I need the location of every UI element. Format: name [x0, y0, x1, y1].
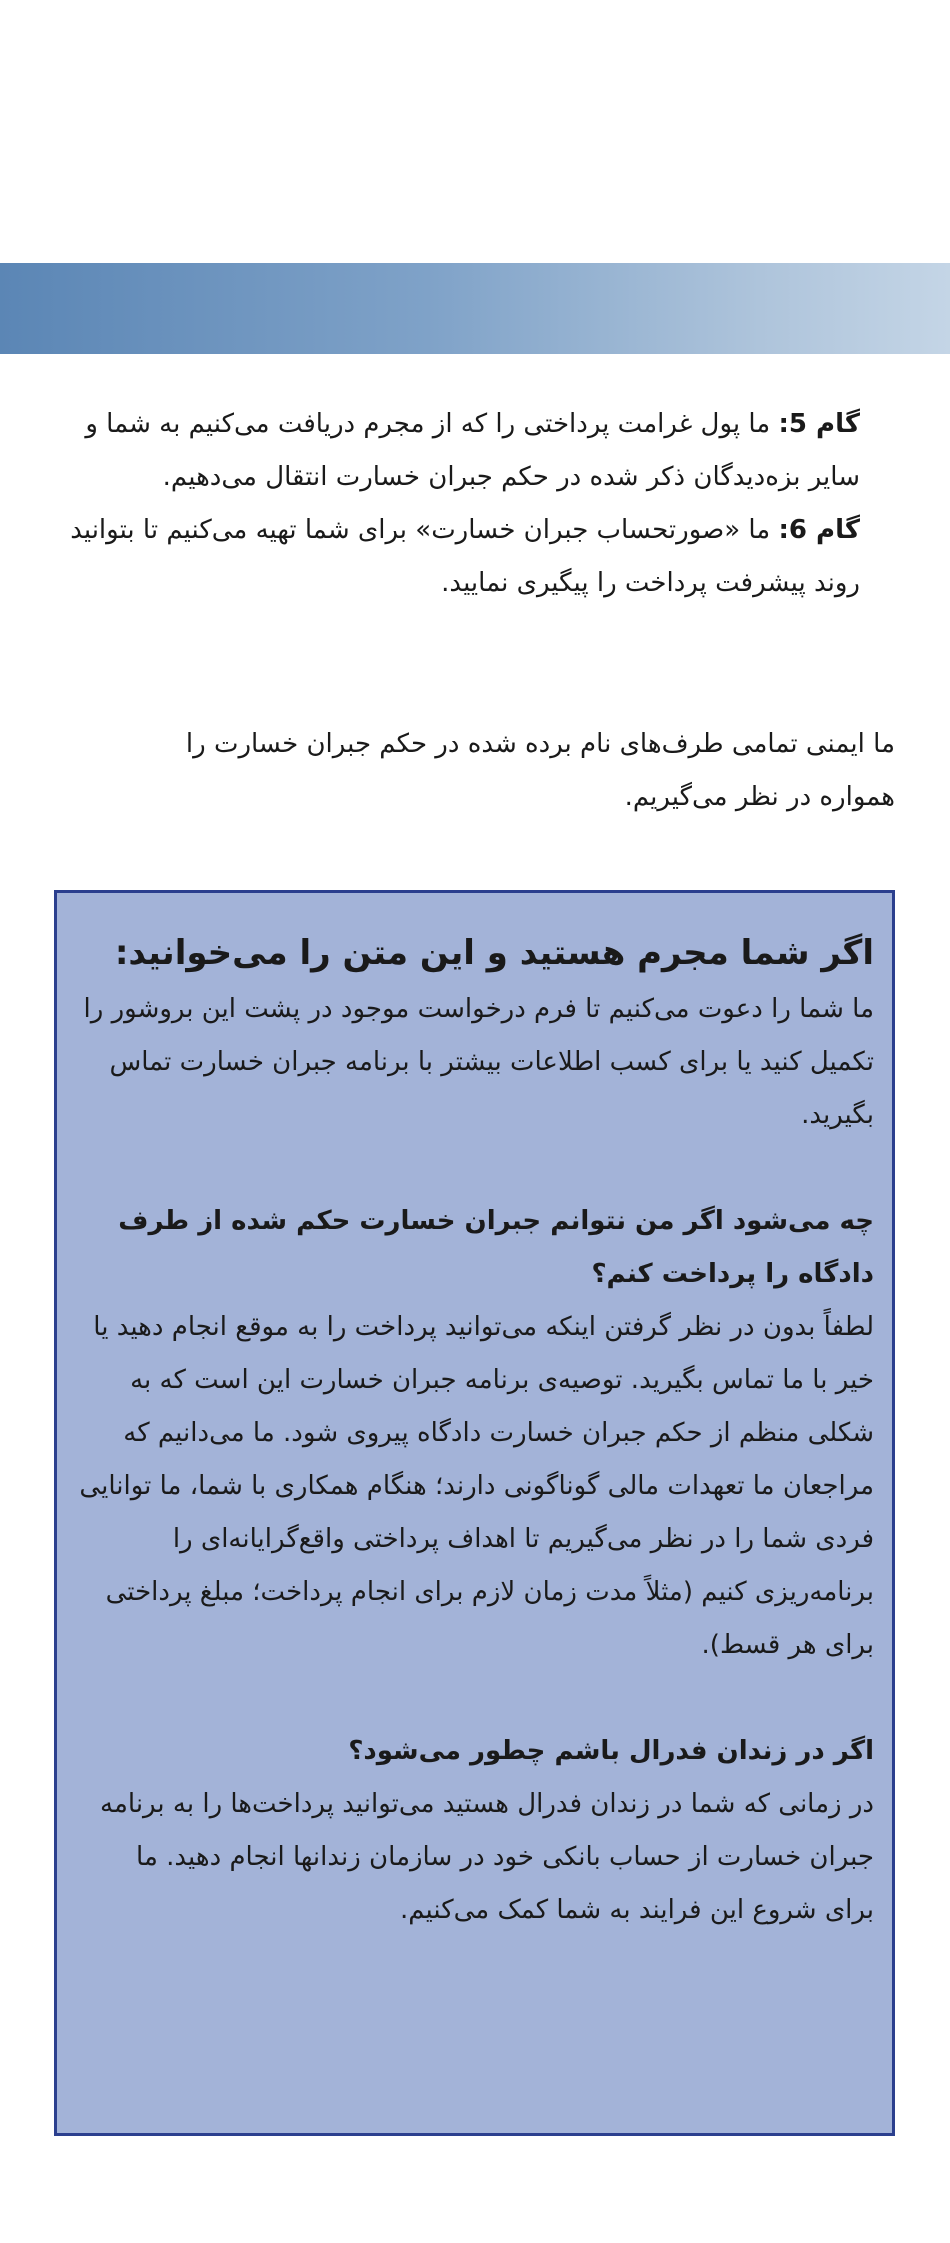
- step-5-text: ما پول غرامت پرداختی را که از مجرم دریافت می‌کنیم به شما و سایر بزه‌دیدگان ذکر شده در حکم جبران خسارت انتقال می‌دهیم.: [85, 409, 860, 492]
- faq-federal-prison-text: در زمانی که شما در زندان فدرال هستید می‌توانید پرداخت‌ها را به برنامه جبران خسارت از حساب بانکی خود در سازمان زندانها انجام دهید. ما برای شروع این فرایند به شما کمک می‌کنیم.: [100, 1789, 874, 1925]
- offender-info-content: [79, 923, 874, 1937]
- spacer: [79, 1672, 874, 1725]
- step-6-title: گام 6:: [778, 515, 860, 545]
- offender-intro: ما شما را دعوت می‌کنیم تا فرم درخواست موجود در پشت این بروشور را تکمیل کنید یا برای کسب اطلاعات بیشتر با برنامه جبران خسارت تماس بگیرید.: [83, 994, 874, 1130]
- step-5-title: گام 5:: [778, 409, 860, 439]
- faq-cannot-pay-text: لطفاً بدون در نظر گرفتن اینکه می‌توانید پرداخت را به موقع انجام دهید یا خیر با ما تماس بگیرید. توصیه‌ی برنامه جبران خسارت این است که به شکلی منظم از حکم جبران خسارت دادگاه پیروی شود. ما می‌دانیم که مراجعان ما تعهدات مالی گوناگونی دارند؛ هنگام همکاری با شما، ما توانایی فردی شما را در نظر می‌گیریم تا اهداف پرداختی واقع‌گرایانه‌ای را برنامه‌ریزی کنیم (مثلاً مدت زمان لازم برای انجام پرداخت؛ مبلغ پرداختی برای هر قسط).: [79, 1312, 874, 1660]
- offender-heading: اگر شما مجرم هستید و این متن را می‌خوانید:: [114, 933, 874, 973]
- safety-note: ما ایمنی تمامی طرف‌های نام برده شده در حکم جبران خسارت را همواره در نظر می‌گیریم.: [185, 729, 895, 812]
- faq-federal-prison-title: اگر در زندان فدرال باشم چطور می‌شود؟: [348, 1736, 874, 1766]
- header-banner: [0, 263, 950, 354]
- spacer: [79, 1142, 874, 1195]
- faq-cannot-pay-title: چه می‌شود اگر من نتوانم جبران خسارت حکم شده از طرف دادگاه را پرداخت کنم؟: [118, 1206, 874, 1289]
- steps-section: [60, 398, 860, 610]
- offender-info-box: [54, 890, 895, 2136]
- step-6-text: ما «صورتحساب جبران خسارت» برای شما تهیه می‌کنیم تا بتوانید روند پیشرفت پرداخت را پیگیری نمایید.: [70, 515, 860, 598]
- step-6: [60, 504, 860, 610]
- step-5: [60, 398, 860, 504]
